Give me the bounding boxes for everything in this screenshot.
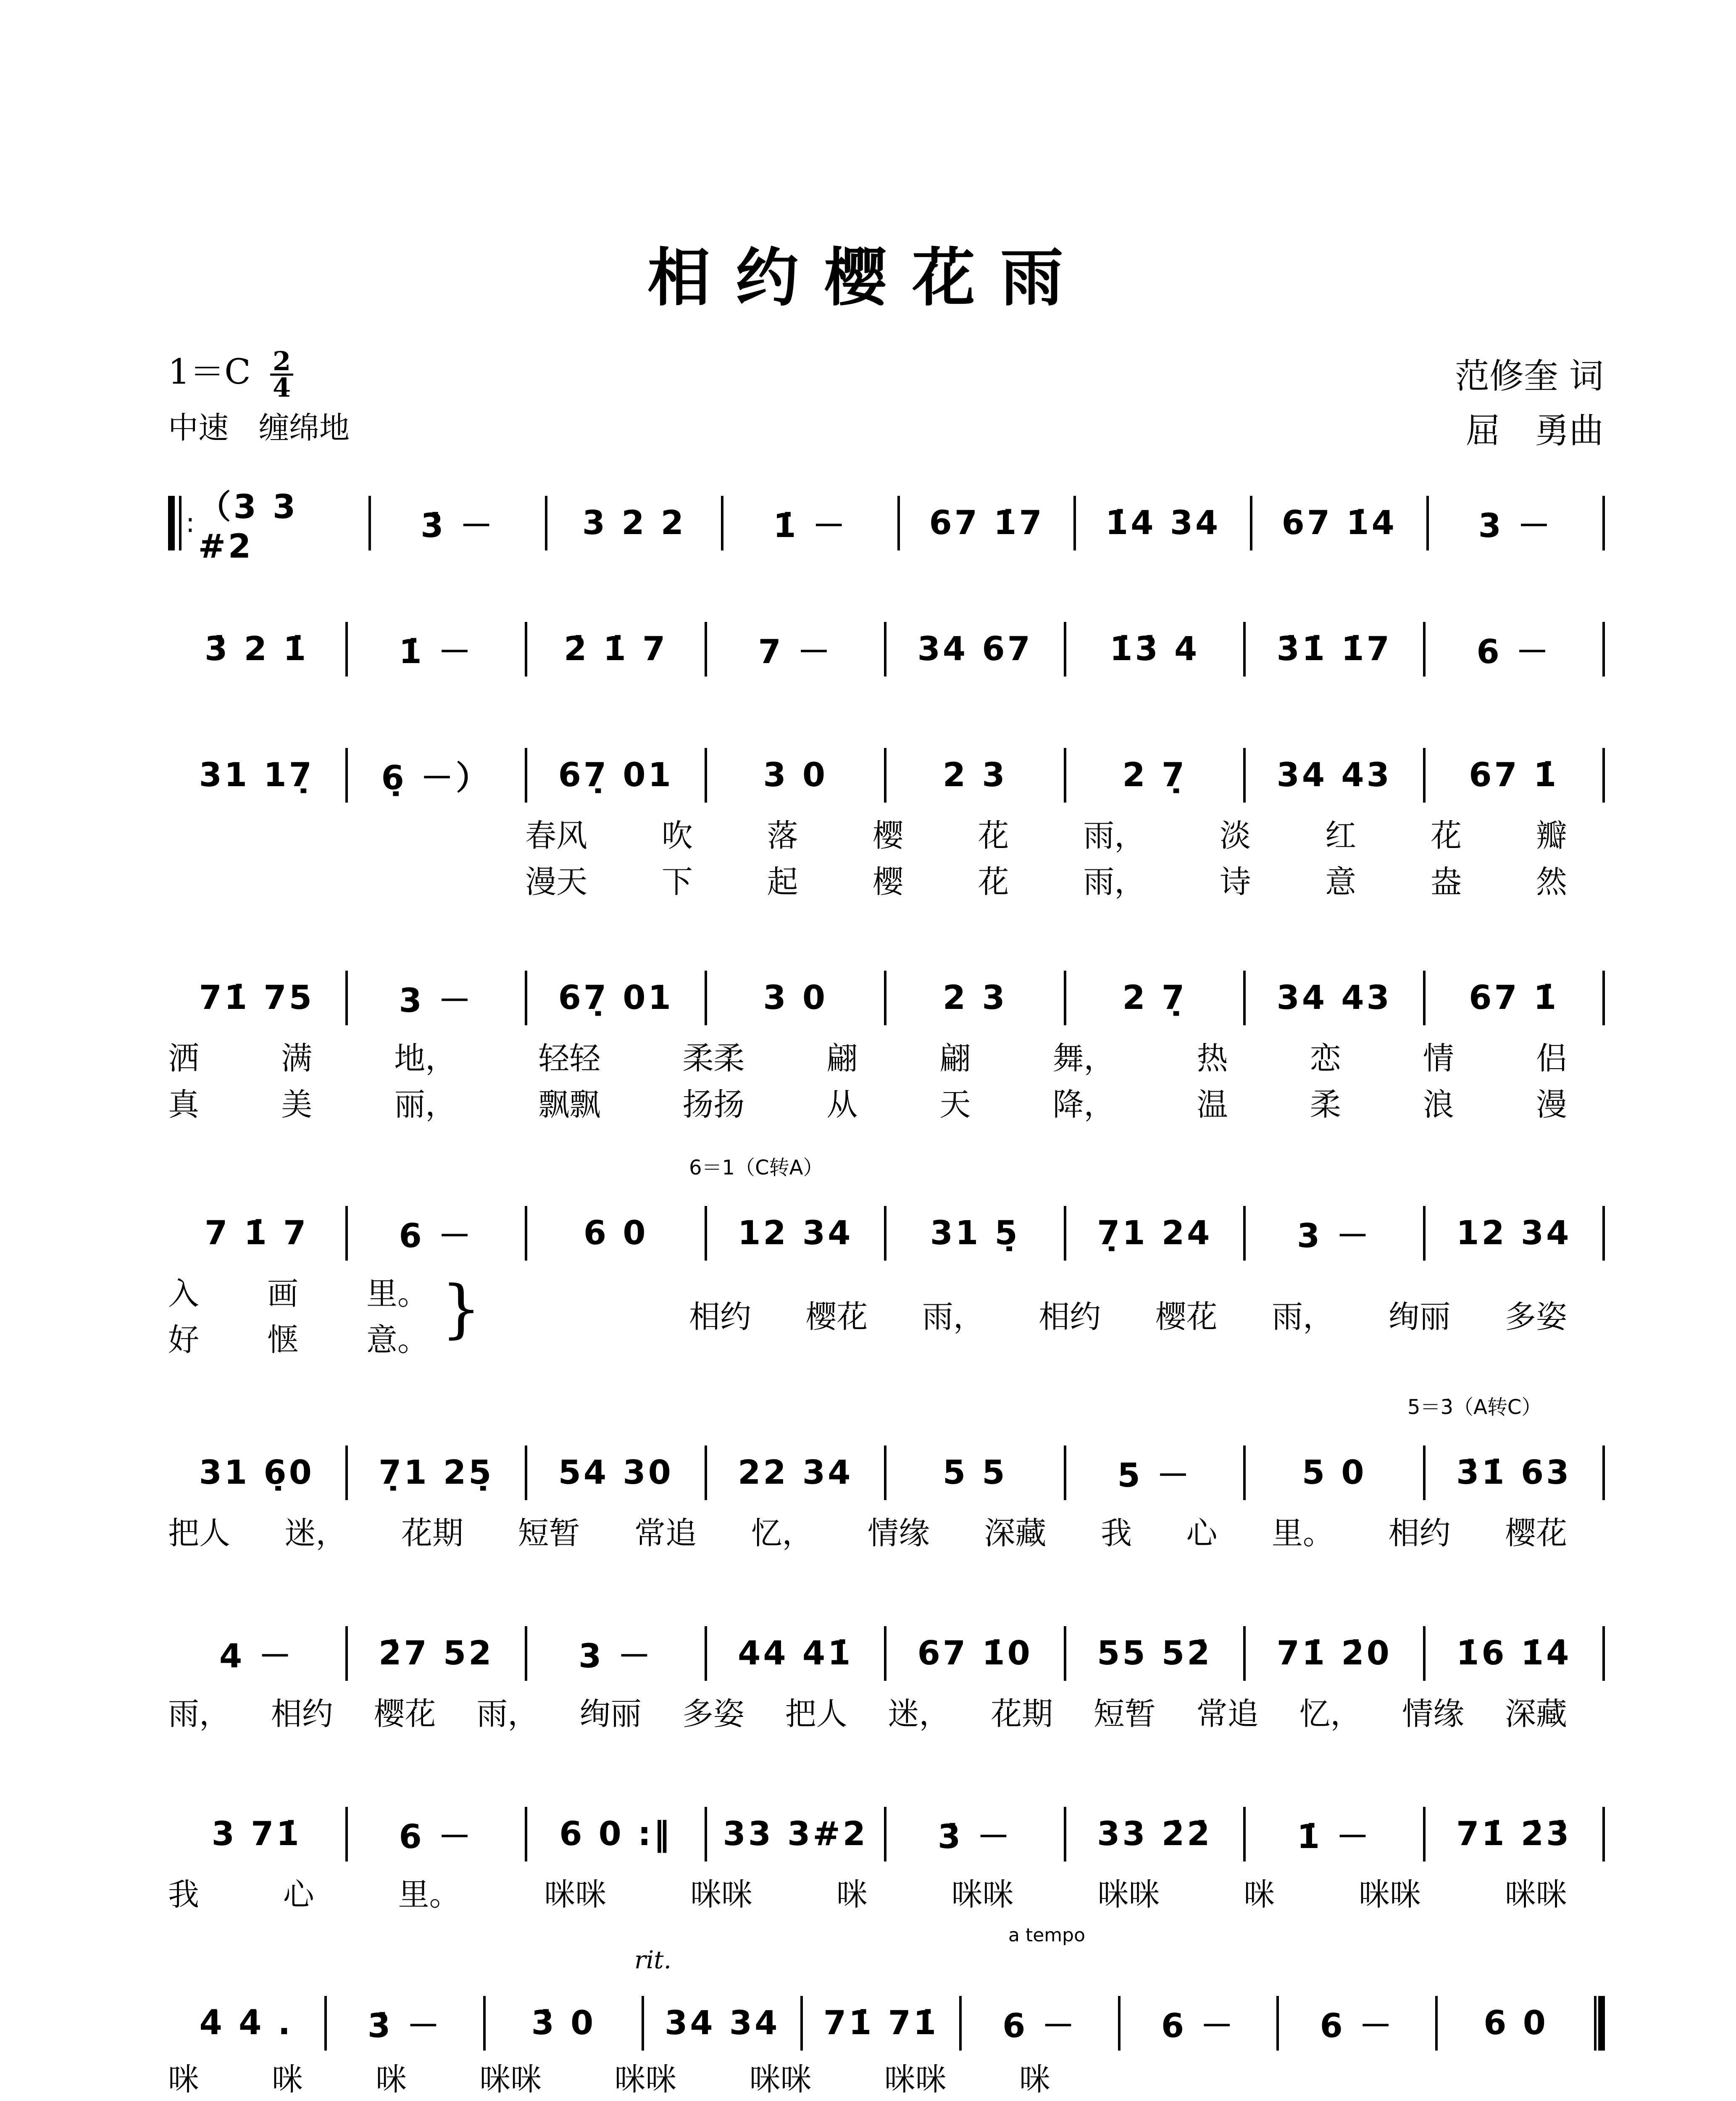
measure: 6 － <box>399 1818 473 1856</box>
measure: 3 － <box>1297 1217 1372 1255</box>
measure: 67 1̇0 <box>917 1635 1033 1672</box>
measure: 7̣1 25̣ <box>379 1454 494 1492</box>
verse-brace: } <box>441 1272 481 1345</box>
measure: 12 34 <box>1456 1214 1572 1252</box>
lyric-syllable: 咪 <box>1019 2062 1050 2098</box>
lyric-syllable: 咪咪 <box>544 1877 607 1913</box>
time-signature <box>270 346 293 403</box>
lyric-syllable: 真 <box>168 1087 199 1123</box>
lyric-line <box>168 1034 1567 1078</box>
lyric-syllable: 忆， <box>751 1515 813 1551</box>
measure: 34 67 <box>917 630 1033 668</box>
measure: 31 17̣ <box>199 756 314 794</box>
lyric-syllable: 温 <box>1197 1087 1228 1123</box>
lyric-syllable: 轻轻 <box>538 1040 601 1077</box>
key-label: 1＝C <box>168 352 251 392</box>
lyric-syllable: 落 <box>767 818 798 854</box>
measure: 67 1̇4 <box>1281 504 1397 542</box>
lyric-syllable: 恋 <box>1310 1040 1341 1077</box>
staff-row <box>168 618 1605 681</box>
lyric-syllable: 相约 <box>689 1299 751 1335</box>
lyric-line <box>168 1315 429 1360</box>
measure: 1̇ － <box>1297 1818 1372 1856</box>
lyric-syllable: 咪咪 <box>749 2062 812 2098</box>
lyric-syllable: 翩 <box>826 1040 858 1077</box>
measure: 1̇ － <box>399 633 473 671</box>
measure: 5 0 <box>1302 1454 1367 1492</box>
lyric-syllable: 洒 <box>168 1040 199 1077</box>
measure: 2 7̣ <box>1122 979 1187 1017</box>
staff-row <box>168 1992 1605 2055</box>
lyric-syllable: 入 <box>168 1276 199 1312</box>
lyric-syllable: 花 <box>1431 818 1462 854</box>
barline <box>1594 1996 1605 2051</box>
lyric-syllable: 樱 <box>872 864 904 900</box>
measure: 7 1̇ 7 <box>205 1214 309 1252</box>
lyric-syllable: 瓣 <box>1536 818 1567 854</box>
measure: 5 5 <box>942 1454 1007 1492</box>
measure: 54 30 <box>558 1454 673 1492</box>
lyric-syllable: 常追 <box>634 1515 697 1551</box>
composer-credit: 屈 勇曲 <box>1465 411 1604 451</box>
lyric-syllable: 绚丽 <box>1388 1299 1451 1335</box>
measure: 6 － <box>1476 633 1551 671</box>
lyric-syllable: 扬扬 <box>682 1087 745 1123</box>
measure: 6 0 <box>1483 2004 1548 2042</box>
lyric-syllable: 咪 <box>272 2062 303 2098</box>
lyric-syllable: 画 <box>267 1276 298 1312</box>
lyric-syllable: 咪咪 <box>951 1877 1014 1913</box>
lyric-syllable: 里。 <box>398 1877 460 1913</box>
lyric-syllable: 情 <box>1423 1040 1454 1077</box>
measure: 3 2 2 <box>582 504 687 542</box>
lyric-syllable: 深藏 <box>984 1515 1047 1551</box>
lyric-syllable: 好 <box>168 1322 199 1358</box>
measure: （3 3 #2 <box>198 488 298 566</box>
modulation-marking-1: 6＝1（C转A） <box>689 1156 823 1180</box>
modulation-marking-2: 5＝3̇（A转C） <box>1407 1395 1542 1419</box>
barline <box>1602 1626 1605 1681</box>
lyric-syllable: 忆， <box>1299 1696 1362 1732</box>
measure: 22 34 <box>738 1454 853 1492</box>
lyric-syllable: 漫 <box>1536 1087 1567 1123</box>
staff-row <box>168 1803 1605 1866</box>
lyric-syllable: 然 <box>1536 864 1567 900</box>
measure: 3̇1̇ 1̇7 <box>1276 630 1392 668</box>
lyric-syllable: 里。 <box>366 1276 429 1312</box>
measure: 3 － <box>399 982 473 1020</box>
measure: 3 0 <box>763 979 828 1017</box>
staff-row <box>168 1622 1605 1685</box>
lyric-syllable: 丽， <box>394 1087 457 1123</box>
barline <box>1602 971 1605 1025</box>
measure: 55 52̇ <box>1097 1635 1213 1672</box>
lyric-syllable: 咪咪 <box>614 2062 677 2098</box>
lyric-syllable: 咪咪 <box>479 2062 542 2098</box>
lyric-syllable: 迷， <box>284 1515 347 1551</box>
measure: 67 1̇7 <box>929 504 1044 542</box>
staff-row <box>168 744 1605 807</box>
lyric-syllable: 相约 <box>1039 1299 1101 1335</box>
staff-row <box>168 1202 1605 1265</box>
measure: 2 7̣ <box>1122 756 1187 794</box>
staff-row <box>168 966 1605 1029</box>
lyric-syllable: 咪咪 <box>690 1877 753 1913</box>
measure: 2̇ 1̇ 7 <box>564 630 668 668</box>
lyric-syllable: 意。 <box>366 1322 429 1358</box>
lyricist-credit: 范修奎 词 <box>1455 356 1604 396</box>
repeat-start-barline: : <box>168 496 195 550</box>
lyric-syllable: 花 <box>978 864 1009 900</box>
lyric-line <box>525 857 1567 902</box>
lyric-syllable: 天 <box>939 1087 971 1123</box>
measure: 67̣ 01 <box>558 756 673 794</box>
lyric-syllable: 短暂 <box>1093 1696 1156 1732</box>
measure: 33 2̇2̇ <box>1097 1815 1213 1853</box>
lyric-syllable: 里。 <box>1272 1515 1334 1551</box>
lyric-syllable: 漫天 <box>525 864 587 900</box>
measure: 34 34 <box>665 2004 780 2042</box>
time-signature-top: 2 <box>270 349 293 376</box>
measure: 67 1̇ <box>1469 979 1559 1017</box>
lyric-syllable: 咪咪 <box>1097 1877 1160 1913</box>
lyric-syllable: 雨， <box>476 1696 539 1732</box>
measure: 3 0 <box>763 756 828 794</box>
lyric-syllable: 心 <box>283 1877 314 1913</box>
lyric-syllable: 相约 <box>271 1696 333 1732</box>
lyric-syllable: 把人 <box>168 1515 230 1551</box>
lyric-syllable: 心 <box>1186 1515 1218 1551</box>
measure: 3 － <box>1478 507 1553 545</box>
lyric-syllable: 地， <box>394 1040 457 1077</box>
measure: 3̇ 0 <box>531 2004 596 2042</box>
measure: 1̇ － <box>773 507 848 545</box>
staff-row <box>168 1441 1605 1504</box>
measure: 2 3 <box>942 756 1007 794</box>
lyric-syllable: 意 <box>1325 864 1357 900</box>
measure: 5 － <box>1117 1457 1192 1495</box>
lyric-syllable: 短暂 <box>518 1515 580 1551</box>
lyric-syllable: 花期 <box>991 1696 1053 1732</box>
lyric-syllable: 雨， <box>1272 1299 1334 1335</box>
measure: 44 41̇ <box>738 1635 853 1672</box>
a-tempo-marking: a tempo <box>1008 1925 1085 1946</box>
measure: 6 0 <box>583 1214 648 1252</box>
barline <box>1602 1206 1605 1261</box>
lyric-syllable: 多姿 <box>1505 1299 1567 1335</box>
lyric-syllable: 咪 <box>376 2062 407 2098</box>
lyric-syllable: 樱 <box>872 818 904 854</box>
lyric-syllable: 春风 <box>525 818 587 854</box>
lyric-syllable: 浪 <box>1423 1087 1454 1123</box>
page-title: 相约樱花雨 <box>647 241 1089 315</box>
lyric-syllable: 降， <box>1052 1087 1115 1123</box>
lyric-line <box>168 1269 429 1314</box>
lyric-syllable: 迷， <box>888 1696 950 1732</box>
rit-marking: rit. <box>634 1946 672 1974</box>
lyric-syllable: 咪 <box>836 1877 868 1913</box>
measure: 7 － <box>758 633 833 671</box>
lyric-syllable: 翩 <box>939 1040 971 1077</box>
lyric-syllable: 飘飘 <box>538 1087 601 1123</box>
measure: 6 － <box>1161 2007 1236 2045</box>
measure: 4 － <box>219 1638 294 1675</box>
lyric-syllable: 情缘 <box>868 1515 930 1551</box>
measure: 1̇3̇ 4 <box>1110 630 1200 668</box>
barline <box>1602 1445 1605 1500</box>
lyric-line <box>168 1689 1567 1734</box>
lyric-syllable: 把人 <box>785 1696 847 1732</box>
measure: 3̇ － <box>938 1818 1013 1856</box>
measure: 34 43 <box>1276 756 1392 794</box>
time-signature-bottom: 4 <box>273 372 291 403</box>
key-signature <box>168 345 293 403</box>
lyric-syllable: 樱花 <box>805 1299 868 1335</box>
measure: 3 － <box>579 1638 653 1675</box>
lyric-syllable: 雨， <box>1083 818 1146 854</box>
lyric-syllable: 柔柔 <box>682 1040 745 1077</box>
measure: 6 0 :‖ <box>559 1815 673 1853</box>
measure: 71̇ 71̇ <box>823 2004 939 2042</box>
lyric-syllable: 花期 <box>401 1515 463 1551</box>
barline <box>1602 1807 1605 1861</box>
lyric-syllable: 雨， <box>922 1299 984 1335</box>
lyric-line <box>168 1509 1567 1553</box>
measure: 4̇ 4̇ . <box>199 2004 293 2042</box>
measure: 31 6̣0 <box>199 1454 314 1492</box>
lyric-syllable: 起 <box>767 864 798 900</box>
measure: 1̇6 1̇4̇ <box>1456 1635 1572 1672</box>
lyric-syllable: 柔 <box>1310 1087 1341 1123</box>
lyric-syllable: 情缘 <box>1402 1696 1465 1732</box>
measure: 6 － <box>1320 2007 1395 2045</box>
measure: 3̇1̇ 63 <box>1456 1454 1572 1492</box>
lyric-syllable: 盎 <box>1431 864 1462 900</box>
lyric-syllable: 深藏 <box>1505 1696 1567 1732</box>
lyric-syllable: 雨， <box>1083 864 1146 900</box>
lyric-line <box>689 1292 1567 1337</box>
lyric-syllable: 咪咪 <box>1505 1877 1567 1913</box>
measure: 1̇4 34 <box>1105 504 1221 542</box>
lyric-syllable: 侣 <box>1536 1040 1567 1077</box>
measure: 3̇ 2 1̇ <box>205 630 309 668</box>
lyric-syllable: 下 <box>661 864 693 900</box>
lyric-syllable: 咪 <box>1244 1877 1275 1913</box>
lyric-syllable: 常追 <box>1196 1696 1259 1732</box>
measure: 67 1̇ <box>1469 756 1559 794</box>
measure: 6 － <box>399 1217 473 1255</box>
lyric-syllable: 我 <box>168 1877 199 1913</box>
lyric-syllable: 满 <box>281 1040 313 1077</box>
lyric-syllable: 我 <box>1101 1515 1132 1551</box>
staff-row <box>168 488 1605 566</box>
measure: 2 3 <box>942 979 1007 1017</box>
measure: 31 5̣ <box>930 1214 1020 1252</box>
measure: 6̣ －） <box>381 759 491 797</box>
lyric-syllable: 樱花 <box>1155 1299 1218 1335</box>
measure: 71̇ 75 <box>199 979 314 1017</box>
lyric-line <box>168 2055 1050 2099</box>
lyric-syllable: 红 <box>1325 818 1357 854</box>
lyric-syllable: 咪 <box>168 2062 199 2098</box>
lyric-syllable: 花 <box>978 818 1009 854</box>
lyric-syllable: 雨， <box>168 1696 230 1732</box>
barline <box>1602 622 1605 677</box>
lyric-syllable: 多姿 <box>682 1696 744 1732</box>
measure: 6 － <box>1002 2007 1077 2045</box>
lyric-line <box>168 1080 1567 1124</box>
measure: 34 43 <box>1276 979 1392 1017</box>
measure: 12 34 <box>738 1214 853 1252</box>
barline <box>1602 496 1605 550</box>
measure: 3̇ － <box>367 2007 442 2045</box>
measure: 3̇ － <box>421 507 495 545</box>
lyric-syllable: 诗 <box>1220 864 1251 900</box>
barline <box>1602 748 1605 803</box>
lyric-line <box>168 1870 1567 1914</box>
lyric-line <box>525 811 1567 856</box>
lyric-syllable: 绚丽 <box>579 1696 642 1732</box>
lyric-syllable: 热 <box>1197 1040 1228 1077</box>
lyric-syllable: 美 <box>281 1087 313 1123</box>
measure: 67̣ 01 <box>558 979 673 1017</box>
lyric-syllable: 惬 <box>267 1322 298 1358</box>
lyric-syllable: 相约 <box>1388 1515 1451 1551</box>
measure: 3 71̇ <box>211 1815 302 1853</box>
lyric-syllable: 淡 <box>1220 818 1251 854</box>
measure: 33 3#2 <box>723 1815 868 1853</box>
tempo-marking: 中速 缠绵地 <box>168 410 350 445</box>
lyric-syllable: 樱花 <box>1505 1515 1567 1551</box>
lyric-syllable: 咪咪 <box>1359 1877 1421 1913</box>
measure: 71̇ 2̇0 <box>1276 1635 1392 1672</box>
measure: 2̇7 52 <box>379 1635 494 1672</box>
lyric-syllable: 樱花 <box>374 1696 436 1732</box>
lyric-syllable: 吹 <box>661 818 693 854</box>
lyric-syllable: 从 <box>826 1087 858 1123</box>
measure: 7̣1 24 <box>1097 1214 1213 1252</box>
lyric-syllable: 舞， <box>1052 1040 1115 1077</box>
measure: 71̇ 2̇3̇ <box>1456 1815 1572 1853</box>
lyric-syllable: 咪咪 <box>884 2062 947 2098</box>
